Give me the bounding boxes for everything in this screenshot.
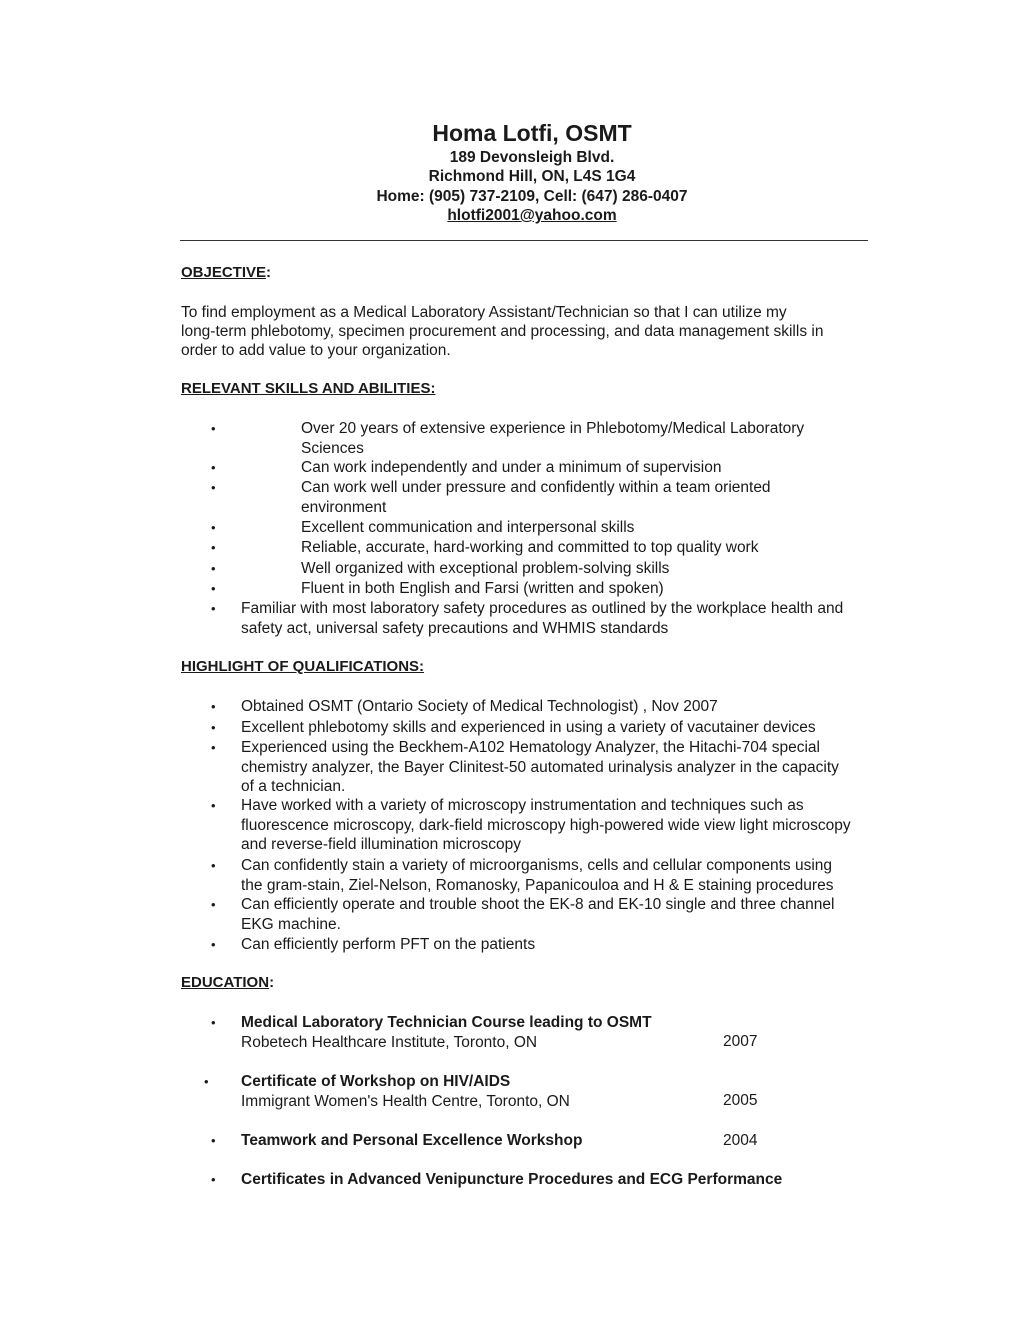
bullet-icon: • [211,937,216,952]
objective-line-2: long-term phlebotomy, specimen procurement and processing, and data management skills in [181,323,824,340]
qualification-text: the gram-stain, Ziel-Nelson, Romanosky, Papanicouloa and H & E staining procedures [241,876,834,894]
objective-heading-text: OBJECTIVE [181,264,267,281]
skills-heading [181,380,435,398]
education-title: Teamwork and Personal Excellence Workshop [241,1132,583,1149]
skill-text: Excellent communication and interpersonal skills [301,519,635,536]
education-heading-text: EDUCATION [181,974,270,991]
qualification-text: Can efficiently perform PFT on the patients [241,936,536,953]
bullet-icon: • [211,581,216,596]
qualification-text: EKG machine. [241,915,341,933]
education-title: Certificate of Workshop on HIV/AIDS [241,1073,511,1090]
skill-text: Fluent in both English and Farsi (written and spoken) [301,580,664,597]
qualification-text: and reverse-field illumination microscopy [241,836,521,853]
education-title: Medical Laboratory Technician Course leading to OSMT [241,1014,652,1031]
qualifications-heading [181,658,424,676]
bullet-icon: • [211,460,216,475]
qualification-text: of a technician. [241,778,346,795]
bullet-icon: • [211,858,216,873]
bullet-icon: • [211,520,216,535]
qualification-text: Can efficiently operate and trouble shoot the EK-8 and EK-10 single and three channel [241,896,835,913]
skill-text: Sciences [301,439,364,457]
bullet-icon: • [211,540,216,555]
qualification-text: Obtained OSMT (Ontario Society of Medical Technologist) , Nov 2007 [241,698,718,715]
bullet-icon: • [211,1133,216,1148]
education-year: 2007 [723,1033,758,1050]
skill-text: Can work well under pressure and confidently within a team oriented [301,479,771,496]
qualification-text: fluorescence microscopy, dark-field microscopy high-powered wide view light microscopy [241,816,851,834]
qualification-text: Have worked with a variety of microscopy instrumentation and techniques such as [241,797,804,814]
skills-heading-text: RELEVANT SKILLS AND ABILITIES: [181,380,436,397]
bullet-icon: • [211,740,216,755]
header-divider [180,240,868,241]
education-heading [181,974,274,992]
qualification-text: Can confidently stain a variety of microorganisms, cells and cellular components using [241,857,833,874]
education-institution: Immigrant Women's Health Centre, Toronto, ON [241,1092,570,1110]
bullet-icon: • [211,601,216,616]
bullet-icon: • [211,798,216,813]
skill-text: Reliable, accurate, hard-working and committed to top quality work [301,539,759,556]
skill-text: environment [301,498,387,516]
bullet-icon: • [211,1015,216,1030]
objective-line-1: To find employment as a Medical Laboratory Assistant/Technician so that I can utilize my [181,304,787,321]
bullet-icon: • [211,561,216,576]
bullet-icon: • [204,1074,209,1089]
education-institution: Robetech Healthcare Institute, Toronto, ON [241,1033,538,1051]
qualifications-heading-text: HIGHLIGHT OF QUALIFICATIONS: [181,658,425,675]
candidate-name: Homa Lotfi, OSMT [432,120,632,146]
qualification-text: Experienced using the Beckhem-A102 Hematology Analyzer, the Hitachi-704 special [241,739,820,756]
qualification-text: Excellent phlebotomy skills and experienced in using a variety of vacutainer devices [241,719,816,736]
objective-heading [181,264,271,282]
education-year: 2005 [723,1092,758,1109]
objective-line-3: order to add value to your organization. [181,342,451,359]
bullet-icon: • [211,421,216,436]
email-link[interactable]: hlotfi2001@yahoo.com [447,207,617,224]
education-title: Certificates in Advanced Venipuncture Procedures and ECG Performance [241,1171,783,1188]
address-line-1: 189 Devonsleigh Blvd. [449,149,615,166]
bullet-icon: • [211,480,216,495]
bullet-icon: • [211,699,216,714]
skill-text: Over 20 years of extensive experience in Phlebotomy/Medical Laboratory [301,420,805,437]
address-line-2: Richmond Hill, ON, L4S 1G4 [428,168,636,185]
skill-text: Can work independently and under a minimum of supervision [301,459,722,476]
skill-text: Well organized with exceptional problem-solving skills [301,560,670,577]
objective-heading-colon: : [266,264,272,281]
skill-text: safety act, universal safety precautions and WHMIS standards [241,619,669,637]
qualification-text: chemistry analyzer, the Bayer Clinitest-50 automated urinalysis analyzer in the capacity [241,758,839,776]
phone-numbers: Home: (905) 737-2109, Cell: (647) 286-0407 [376,188,688,205]
bullet-icon: • [211,1172,216,1187]
bullet-icon: • [211,720,216,735]
education-year: 2004 [723,1132,758,1149]
bullet-icon: • [211,897,216,912]
skill-text: Familiar with most laboratory safety procedures as outlined by the workplace health and [241,600,844,617]
education-heading-colon: : [269,974,275,991]
